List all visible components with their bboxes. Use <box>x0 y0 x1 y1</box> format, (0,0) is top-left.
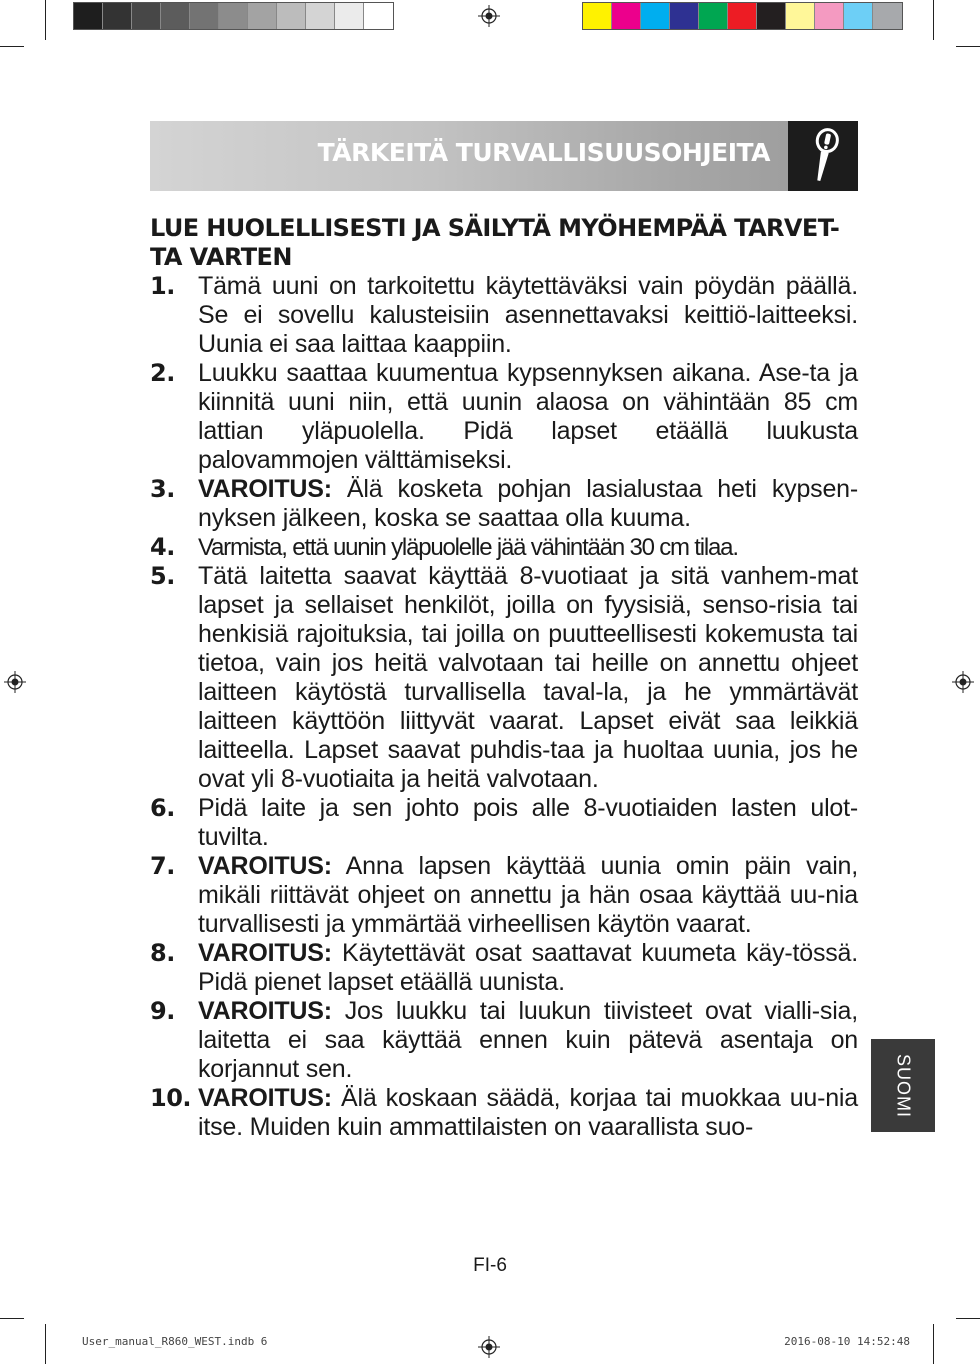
item-number: 4. <box>150 533 175 561</box>
item-text: Älä koskaan säädä, korjaa tai muokkaa uu-nia itse. Muiden kuin ammattilaisten on vaarallista suo- <box>198 1084 858 1141</box>
safety-instructions-list <box>150 272 858 1142</box>
list-item <box>150 475 858 533</box>
gray-swatch <box>190 3 219 29</box>
warning-label: VAROITUS: <box>198 852 332 880</box>
crop-mark <box>45 0 46 40</box>
item-number: 10. <box>150 1084 192 1112</box>
crop-mark <box>45 1324 46 1364</box>
item-text: Tämä uuni on tarkoitettu käytettäväksi vain pöydän päällä. Se ei sovellu kalusteisiin asennettavaksi keittiö-laitteeksi. Uunia ei saa laittaa kaappiin. <box>198 272 858 358</box>
color-swatch <box>612 3 641 29</box>
slug-timestamp: 2016-08-10 14:52:48 <box>784 1335 910 1348</box>
item-text: Anna lapsen käyttää uunia omin päin vain, mikäli riittävät ohjeet on annettu ja hän osaa käyttää uu-nia turvallisesti ja ymmärtää virheellisen käytön vaarat. <box>198 852 858 938</box>
gray-swatch <box>132 3 161 29</box>
item-text: Varmista, että uunin yläpuolelle jää vähintään 30 cm tilaa. <box>198 534 738 561</box>
page-number: FI-6 <box>473 1255 507 1276</box>
color-swatch <box>844 3 873 29</box>
item-text: Tätä laitetta saavat käyttää 8-vuotiaat ja sitä vanhem-mat lapset ja sellaiset henkilöt, joilla on fyysisiä, senso-risia tai henkisiä rajoituksia, tai joilla on puutteellisesti kokemusta tai tietoa, vain jos heitä valvotaan tai heille on annettu ohjeet laitteen käytöstä turvallisella taval-la, ja he ymmärtävät laitteen käyttöön liittyvät vaarat. Lapset eivät saa leikkiä laitteella. Lapset saavat puhdis-taa ja huoltaa uunia, jos he ovat yli 8-vuotiaita ja heitä valvotaan. <box>198 562 858 793</box>
item-number: 5. <box>150 562 175 590</box>
registration-mark-icon <box>952 671 974 693</box>
list-item <box>150 1084 858 1142</box>
section-header <box>150 121 858 191</box>
intro-heading: LUE HUOLELLISESTI JA SÄILYTÄ MYÖHEMPÄÄ TARVET-TA VARTEN <box>150 214 840 271</box>
item-number: 1. <box>150 272 175 300</box>
slug-filename: User_manual_R860_WEST.indb 6 <box>82 1335 268 1348</box>
item-number: 6. <box>150 794 175 822</box>
color-swatch <box>699 3 728 29</box>
warning-label: VAROITUS: <box>198 1084 332 1112</box>
gray-swatch <box>277 3 306 29</box>
registration-mark-icon <box>4 671 26 693</box>
gray-swatch <box>364 3 393 29</box>
gray-swatch <box>248 3 277 29</box>
color-swatch <box>641 3 670 29</box>
color-swatch <box>815 3 844 29</box>
item-text: Käytettävät osat saattavat kuumeta käy-tössä. Pidä pienet lapset etäällä uunista. <box>198 939 858 996</box>
list-item <box>150 939 858 997</box>
gray-swatch <box>103 3 132 29</box>
list-item <box>150 562 858 794</box>
registration-mark-icon <box>478 5 500 27</box>
list-item <box>150 794 858 852</box>
section-title: TÄRKEITÄ TURVALLISUUSOHJEITA <box>317 138 770 167</box>
gray-swatch <box>74 3 103 29</box>
list-item <box>150 359 858 475</box>
crop-mark <box>0 46 24 47</box>
color-swatch <box>583 3 612 29</box>
item-number: 8. <box>150 939 175 967</box>
grayscale-calibration-bar <box>73 2 394 30</box>
gray-swatch <box>306 3 335 29</box>
list-item <box>150 997 858 1084</box>
gray-swatch <box>161 3 190 29</box>
color-swatch <box>757 3 786 29</box>
color-swatch <box>873 3 902 29</box>
warning-label: VAROITUS: <box>198 939 332 967</box>
language-tab-label: SUOMI <box>893 1053 914 1118</box>
item-number: 3. <box>150 475 175 503</box>
list-item <box>150 272 858 359</box>
item-text: Luukku saattaa kuumentua kypsennyksen aikana. Ase-ta ja kiinnitä uuni niin, että uunin alaosa on vähintään 85 cm lattian yläpuolella. Pidä lapset etäällä luukusta palovammojen välttämiseksi. <box>198 359 858 474</box>
crop-mark <box>933 0 934 40</box>
item-text: Jos luukku tai luukun tiivisteet ovat vialli-sia, laitetta ei saa käyttää ennen kuin pätevä asentaja on korjannut sen. <box>198 997 858 1083</box>
item-number: 2. <box>150 359 175 387</box>
color-swatch <box>670 3 699 29</box>
gray-swatch <box>335 3 364 29</box>
list-item <box>150 533 858 562</box>
list-item <box>150 852 858 939</box>
item-text: Pidä laite ja sen johto pois alle 8-vuotiaiden lasten ulot-tuvilta. <box>198 794 858 851</box>
warning-label: VAROITUS: <box>198 475 332 503</box>
registration-mark-icon <box>478 1336 500 1358</box>
crop-mark <box>933 1324 934 1364</box>
warning-label: VAROITUS: <box>198 997 332 1025</box>
language-tab <box>871 1039 935 1132</box>
color-calibration-bar <box>582 2 903 30</box>
crop-mark <box>956 46 980 47</box>
warning-exclamation-icon <box>788 121 858 191</box>
crop-mark <box>0 1318 24 1319</box>
color-swatch <box>728 3 757 29</box>
item-number: 9. <box>150 997 175 1025</box>
color-swatch <box>786 3 815 29</box>
item-number: 7. <box>150 852 175 880</box>
item-text: Älä kosketa pohjan lasialustaa heti kypsen-nyksen jälkeen, koska se saattaa olla kuuma. <box>198 475 858 532</box>
gray-swatch <box>219 3 248 29</box>
crop-mark <box>956 1318 980 1319</box>
